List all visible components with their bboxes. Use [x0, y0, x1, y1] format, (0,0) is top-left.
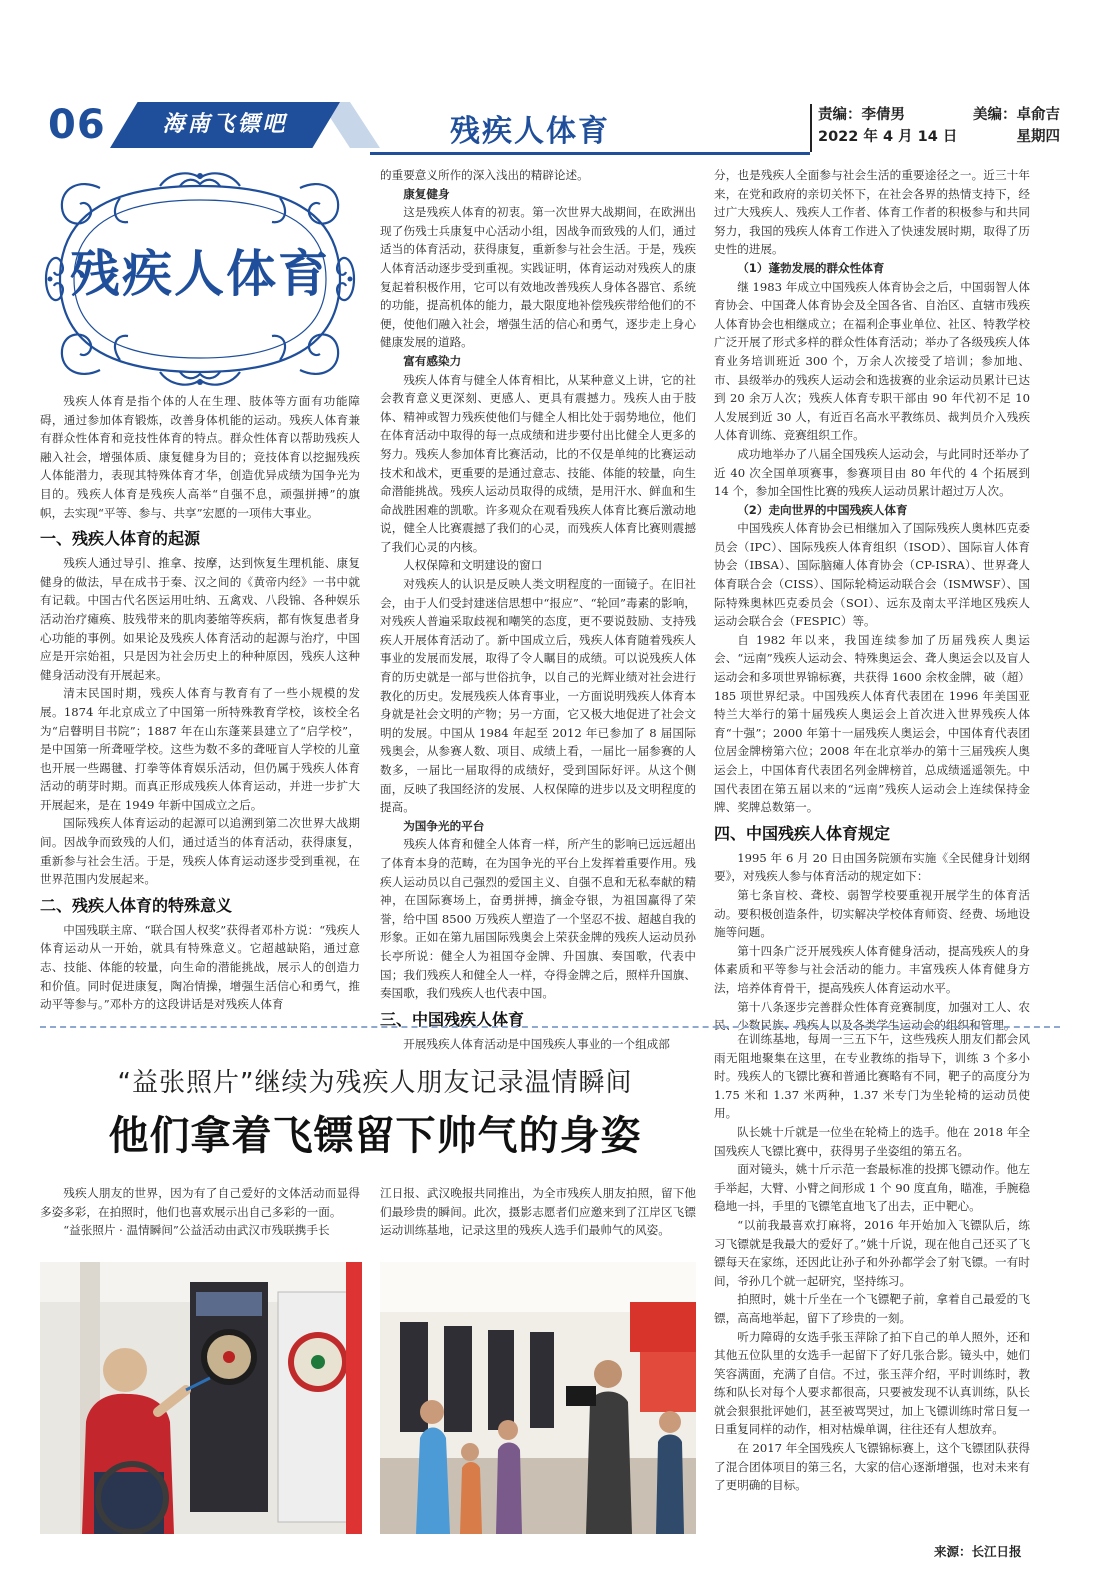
- story-column-1: [40, 1184, 360, 1240]
- paragraph: 江日报、武汉晚报共同推出，为全市残疾人朋友拍照，留下他们最珍贵的瞬间。此次，摄影志愿者们应邀来到了江岸区飞镖运动训练基地，记录这里的残疾人选手们最帅气的风姿。: [380, 1186, 696, 1238]
- feature-column-2: [380, 166, 696, 1053]
- designer-credit: 美编：卓俞吉: [973, 107, 1060, 123]
- feature-column-1: [40, 392, 360, 1014]
- paragraph: 第七条盲校、聋校、弱智学校要重视开展学生的体育活动。要积极创造条件，切实解决学校体育师资、经费、场地设施等问题。: [714, 887, 1030, 940]
- paragraph: 清末民国时期，残疾人体育与教育有了一些小规模的发展。1874 年北京成立了中国第一所特殊教育学校，该校全名为“启瞽明目书院”；1887 年在山东蓬莱县建立了“启学校”，是中国第一所聋哑学校。这些为数不多的聋哑盲人学校的儿童也开展一些踢毽、打拳等体育娱乐活动，但仍属于残疾人体育活动的萌芽时期。而真正形成残疾人体育运动，并进一步扩大开展起来，是在 1949 年新中国成立之后。: [40, 686, 360, 812]
- paragraph: 1995 年 6 月 20 日由国务院颁布实施《全民健身计划纲要》，对残疾人参与体育活动的规定如下：: [714, 850, 1030, 884]
- paragraph: “以前我最喜欢打麻将，2016 年开始加入飞镖队后，练习飞镖就是我最大的爱好了。”姚十斤说，现在他自己还买了飞镖每天在家练，还因此让孙子和外孙都学会了射飞镖。一有时间，爷孙几个就一起研究，坚持练习。: [714, 1217, 1030, 1288]
- issue-weekday: 星期四: [1016, 129, 1060, 145]
- paragraph: 队长姚十斤就是一位坐在轮椅上的选手。他在 2018 年全国残疾人飞镖比赛中，获得男子坐姿组的第五名。: [714, 1124, 1030, 1158]
- paragraph: 第十八条逐步完善群众性体育竞赛制度，加强对工人、农民、少数民族、残疾人以及各类学生运动会的组织和管理。: [714, 999, 1030, 1033]
- paragraph: 对残疾人的认识是反映人类文明程度的一面镜子。在旧社会，由于人们受封建迷信思想中“报应”、“轮回”毒素的影响，对残疾人普遍采取歧视和嘲笑的态度，更不要说鼓励、支持残疾人开展体育活动了。新中国成立后，残疾人体育随着残疾人事业的发展而发展，取得了令人瞩目的成绩。可以说残疾人体育的历史就是一部与世俗抗争，以自己的光辉业绩对社会进行教化的历史。发展残疾人体育事业，一方面说明残疾人体育本身就是社会文明的产物；另一方面，它又极大地促进了社会文明的发展。中国从 1984 年起至 2012 年已参加了 8 届国际残奥会，从参赛人数、项目、成绩上看，一届比一届参赛的人数多，一届比一届取得的成绩好，受到国际好评。从这个侧面，反映了我国经济的发展、人权保障的进步以及文明程度的提高。: [380, 577, 696, 815]
- subheading: （1）蓬勃发展的群众性体育: [737, 260, 885, 275]
- paragraph: 在 2017 年全国残疾人飞镖锦标赛上，这个飞镖团队获得了混合团体项目的第三名，大家的信心逐渐增强，也对未来有了更明确的目标。: [714, 1441, 1030, 1493]
- paragraph: “益张照片 · 温情瞬间”公益活动由武汉市残联携手长: [63, 1223, 330, 1238]
- paragraph: 成功地举办了八届全国残疾人运动会，与此同时还举办了近 40 次全国单项赛事，参赛项目由 80 年代的 4 个拓展到 14 个，参加全国性比赛的残疾人运动员累计超过万人次。: [714, 446, 1030, 499]
- section-heading-3: 三、中国残疾人体育: [380, 1009, 525, 1029]
- feature-title: 残疾人体育: [70, 245, 330, 303]
- subheading: 富有感染力: [403, 353, 462, 368]
- photo-wheelchair-player: [40, 1262, 362, 1534]
- story-source: 来源：长江日报: [934, 1544, 1022, 1559]
- paragraph: 分，也是残疾人全面参与社会生活的重要途径之一。近三十年来，在党和政府的亲切关怀下，在社会各界的热情支持下，经过广大残疾人、残疾人工作者、体育工作者的积极参与和共同努力，我国的残疾人体育工作进入了快速发展时期，取得了历史性的进展。: [714, 168, 1030, 257]
- paragraph: 残疾人朋友的世界，因为有了自己爱好的文体活动而显得多姿多彩，在拍照时，他们也喜欢展示出自己多彩的一面。: [40, 1186, 360, 1219]
- paragraph: 自 1982 年以来，我国连续参加了历届残疾人奥运会、“远南”残疾人运动会、特殊奥运会、聋人奥运会以及盲人运动会和多项世界锦标赛，共获得 1600 余枚金牌，破（超）185 项世界纪录。中国残疾人体育代表团在 1996 年美国亚特兰大举行的第十届残疾人奥运会上首次进入世界残疾人体育“十强”；2000 年第十一届残疾人奥运会，中国体育代表团位居金牌榜第六位；2008 年在北京举办的第十三届残疾人奥运会上，中国体育代表团名列金牌榜首，总成绩遥遥领先。中国代表团在第五届以来的“远南”残疾人运动会上连续保持金牌、奖牌总数第一。: [714, 632, 1030, 815]
- story-headline: 他们拿着飞镖留下帅气的身姿: [108, 1113, 642, 1159]
- section-heading-1: 一、残疾人体育的起源: [40, 529, 201, 549]
- paragraph: 拍照时，姚十斤坐在一个飞镖靶子前，拿着自己最爱的飞镖，高高地举起，留下了珍贵的一刻。: [714, 1292, 1030, 1325]
- paragraph: 残疾人通过导引、推拿、按摩，达到恢复生理机能、康复健身的做法，早在成书于秦、汉之间的《黄帝内经》一书中就有记载。中国古代名医运用吐纳、五禽戏、八段锦、各种娱乐活动治疗瘫痪、肢残带来的肌肉萎缩等疾病，都有恢复患者身心功能的事例。如果论及残疾人体育活动的起源与治疗，中国应是开宗始祖，只是因为社会历史上的种种原因，残疾人这种健身活动没有开展起来。: [40, 556, 360, 682]
- masthead-divider: [810, 104, 812, 152]
- masthead: [40, 100, 1060, 160]
- story-kicker: “益张照片”继续为残疾人朋友记录温情瞬间: [117, 1068, 633, 1098]
- subheading: （2）走向世界的中国残疾人体育: [737, 502, 908, 517]
- paragraph: 继 1983 年成立中国残疾人体育协会之后，中国弱智人体育协会、中国聋人体育协会及全国各省、自治区、直辖市残疾人体育协会也相继成立；在福利企事业单位、社区、特教学校广泛开展了形式多样的群众性体育活动；举办了各级残疾人体育业务培训班近 300 个，万余人次接受了培训；参加地、市、县级举办的残疾人运动会和选拔赛的业余运动员累计已达到 20 余万人次；残疾人体育专职干部由 90 年代初不足 10 人发展到近 30 人，有近百名高水平教练员、裁判员介入残疾人体育训练、竞赛组织工作。: [714, 279, 1030, 443]
- paragraph: 面对镜头，姚十斤示范一套最标准的投掷飞镖动作。他左手举起，大臂、小臂之间形成 1 个 90 度直角，瞄准，手腕稳稳地一抖，手里的飞镖笔直地飞了出去，正中靶心。: [714, 1162, 1030, 1214]
- paragraph: 在训练基地，每周一三五下午，这些残疾人朋友们都会风雨无阻地聚集在这里，在专业教练的指导下，训练 3 个多小时。残疾人的飞镖比赛和普通比赛略有不同，靶子的高度分为 1.75 米和 1.37 米两种，1.37 米专门为坐轮椅的运动员使用。: [714, 1032, 1030, 1121]
- masthead-rule: [370, 152, 810, 155]
- issue-date: 2022 年 4 月 14 日: [818, 129, 958, 145]
- editor-credit: 责编：李倩男: [818, 107, 905, 123]
- photo-wheelchair-player-image: [40, 1262, 362, 1534]
- paragraph: 第十四条广泛开展残疾人体育健身活动，提高残疾人的身体素质和平等参与社会活动的能力。丰富残疾人体育健身方法，培养体育骨干，提高残疾人体育运动水平。: [714, 943, 1030, 995]
- title-emblem: [40, 168, 360, 390]
- paragraph: 国际残疾人体育运动的起源可以追溯到第二次世界大战期间。因战争而致残的人们，通过适当的体育活动，获得康复，重新参与社会生活。于是，残疾人体育运动逐步受到重视，在世界范围内发展起来。: [40, 816, 360, 887]
- page-number: 06: [48, 102, 106, 148]
- paragraph: 残疾人体育和健全人体育一样，所产生的影响已远远超出了体育本身的范畴，在为国争光的平台上发挥着重要作用。残疾人运动员以自己强烈的爱国主义、自强不息和无私奉献的精神，在国际赛场上，奋勇拼搏，摘金夺银，为祖国赢得了荣誉，给中国 8500 万残疾人塑造了一个坚忍不拔、超越自我的形象。正如在第九届国际残奥会上荣获金牌的残疾人运动员孙长亭所说：健全人为祖国夺金牌、升国旗、奏国歌，代表中国；我们残疾人和健全人一样，夺得金牌之后，照样升国旗、奏国歌，我们残疾人也代表中国。: [380, 837, 696, 1001]
- section-heading-2: 二、残疾人体育的特殊意义: [40, 895, 233, 915]
- story-column-3: [714, 1030, 1030, 1495]
- paragraph: 的重要意义所作的深入浅出的精辟论述。: [380, 168, 589, 182]
- paragraph: 开展残疾人体育活动是中国残疾人事业的一个组成部: [403, 1036, 670, 1051]
- subheading: 为国争光的平台: [403, 818, 485, 833]
- photo-training-hall-image: [380, 1262, 696, 1534]
- story-divider: [40, 1026, 1060, 1028]
- paragraph: 听力障碍的女选手张玉萍除了拍下自己的单人照外，还和其他五位队里的女选手一起留下了好几张合影。镜头中，她们笑容满面，充满了自信。不过，张玉萍介绍，平时训练时，教练和队长对每个人要求都很高，只要被发现不认真训练，队长就会狠狠批评她们，甚至被骂哭过，加上飞镖训练时常日复一日重复同样的动作，相对枯燥单调，往往还有人想放弃。: [714, 1329, 1030, 1437]
- paragraph: 残疾人体育与健全人体育相比，从某种意义上讲，它的社会教育意义更深刻、更感人、更具有震撼力。残疾人由于肢体、精神或智力残疾使他们与健全人相比处于弱势地位，他们在体育活动中取得的每一点成绩和进步要付出比健全人更多的努力。残疾人参加体育比赛活动，比的不仅是单纯的比赛运动技术和战术，更重要的是通过意志、技能、体能的较量，向生命潜能挑战。残疾人运动员取得的成绩，是用汗水、鲜血和生命战胜困难的凯歌。许多观众在观看残疾人体育比赛后激动地说，健全人比赛震撼了我们的心灵，而残疾人体育比赛则震撼了我们心灵的内核。: [380, 372, 696, 554]
- section-heading-4: 四、中国残疾人体育规定: [714, 823, 891, 843]
- story-column-2: [380, 1184, 696, 1240]
- column-name: 海南飞镖吧: [162, 112, 288, 137]
- paragraph: 中国残疾人体育协会已相继加入了国际残疾人奥林匹克委员会（IPC）、国际残疾人体育组织（ISOD）、国际盲人体育协会（IBSA）、国际脑瘫人体育协会（CP-ISRA）、世界聋人体育联合会（CISS）、国际轮椅运动联合会（ISMWSF）、国际特殊奥林匹克委员会（SOI）、远东及南太平洋地区残疾人运动会联合会（FESPIC）等。: [714, 521, 1030, 629]
- paragraph: 这是残疾人体育的初衷。第一次世界大战期间，在欧洲出现了伤残士兵康复中心活动小组，因战争而致残的人们，通过适当的体育活动，获得康复，重新参与社会生活。于是，残疾人体育活动逐步受到重视。实践证明，体育运动对残疾人的康复起着积极作用，它可以有效地改善残疾人身体各器官、系统的功能，提高机体的能力，最大限度地补偿残疾带给他们的不便，使他们融入社会，增强生活的信心和勇气，逐步走上身心健康发展的道路。: [380, 205, 696, 350]
- feature-intro: 残疾人体育是指个体的人在生理、肢体等方面有功能障碍，通过参加体育锻炼，改善身体机能的运动。残疾人体育兼有群众性体育和竞技性体育的特点。群众性体育以帮助残疾人融入社会，增强体质、康复健身为目的；竞技体育以挖掘残疾人体能潜力，表现其特殊体育才华，创造优异成绩为国争光为目的。残疾人体育是残疾人高举“自强不息，顽强拼搏”的旗帜，去实现“平等、参与、共享”宏愿的一项伟大事业。: [40, 394, 360, 520]
- photo-training-hall: [380, 1262, 696, 1534]
- masthead-info: [818, 104, 1060, 148]
- paragraph: 人权保障和文明建设的窗口: [403, 558, 543, 573]
- feature-column-3: [714, 166, 1030, 1035]
- paragraph: 中国残联主席、“联合国人权奖”获得者邓朴方说：“残疾人体育运动从一开始，就具有特殊意义。它超越缺陷，通过意志、技能、体能的较量，向生命的潜能挑战，展示人的创造力和价值。同时促进康复，陶冶情操，增强生活信心和勇气，推动平等参与。”邓朴方的这段讲话是对残疾人体育: [40, 922, 360, 1012]
- subheading: 康复健身: [403, 186, 450, 201]
- section-title: 残疾人体育: [450, 114, 610, 149]
